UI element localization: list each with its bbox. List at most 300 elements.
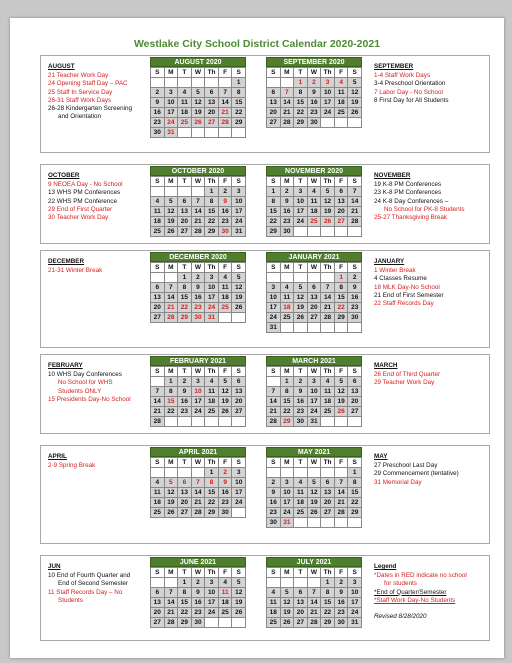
weekday-header: S (151, 263, 165, 273)
day-cell: 24 (232, 217, 246, 227)
weekday-header: F (219, 367, 233, 377)
day-cell: 20 (151, 303, 165, 313)
weekday-header: S (232, 68, 246, 78)
day-cell: 29 (178, 313, 192, 323)
day-cell: 3 (192, 377, 206, 387)
empty-cell (294, 227, 308, 237)
day-cell: 28 (281, 118, 295, 128)
day-cell: 29 (281, 417, 295, 427)
note-line: 24 Opening Staff Day – PAC (48, 80, 128, 88)
weekday-header: T (178, 568, 192, 578)
day-cell: 17 (232, 207, 246, 217)
day-cell: 29 (205, 508, 219, 518)
calendar-november-2020 (266, 166, 362, 237)
empty-cell (165, 78, 179, 88)
empty-cell (151, 187, 165, 197)
day-cell: 20 (308, 303, 322, 313)
day-cell: 27 (178, 227, 192, 237)
day-cell: 15 (335, 293, 349, 303)
day-cell: 28 (348, 217, 362, 227)
day-cell: 19 (165, 217, 179, 227)
weekday-header: Th (205, 367, 219, 377)
day-cell: 25 (219, 608, 233, 618)
day-cell: 9 (335, 588, 349, 598)
day-cell: 26 (219, 407, 233, 417)
day-cell: 18 (219, 598, 233, 608)
day-cell: 5 (281, 588, 295, 598)
weekday-header: T (178, 367, 192, 377)
day-cell: 23 (192, 303, 206, 313)
day-cell: 12 (294, 293, 308, 303)
notes-left (48, 362, 158, 404)
day-cell: 20 (151, 608, 165, 618)
weekday-header: W (192, 263, 206, 273)
day-cell: 1 (178, 273, 192, 283)
calendar-title: SEPTEMBER 2020 (266, 57, 362, 67)
day-cell: 19 (335, 397, 349, 407)
day-cell: 31 (281, 518, 295, 528)
notes-right (374, 453, 484, 487)
day-cell: 11 (205, 387, 219, 397)
calendar-title: JANUARY 2021 (266, 252, 362, 262)
weekday-header: S (151, 568, 165, 578)
day-cell: 7 (321, 283, 335, 293)
empty-cell (165, 273, 179, 283)
day-cell: 25 (308, 217, 322, 227)
empty-cell (267, 377, 281, 387)
empty-cell (232, 417, 246, 427)
day-cell: 16 (192, 598, 206, 608)
weekday-header: S (267, 177, 281, 187)
empty-cell (294, 468, 308, 478)
day-cell: 23 (151, 118, 165, 128)
calendar-title: MAY 2021 (266, 447, 362, 457)
day-cell: 3 (267, 283, 281, 293)
day-cell: 4 (205, 377, 219, 387)
day-cell: 12 (165, 207, 179, 217)
weekday-header: T (178, 177, 192, 187)
day-cell: 22 (281, 407, 295, 417)
calendar-grid (150, 457, 246, 518)
weekday-header: F (219, 68, 233, 78)
weekday-header: T (294, 263, 308, 273)
calendar-june-2021 (150, 557, 246, 628)
day-cell: 15 (178, 598, 192, 608)
day-cell: 2 (219, 187, 233, 197)
day-cell: 6 (232, 377, 246, 387)
day-cell: 15 (205, 207, 219, 217)
day-cell: 25 (281, 313, 295, 323)
day-cell: 6 (178, 478, 192, 488)
empty-cell (232, 313, 246, 323)
empty-cell (321, 518, 335, 528)
empty-cell (335, 417, 349, 427)
day-cell: 31 (232, 227, 246, 237)
day-cell: 26 (321, 217, 335, 227)
notes-heading: FEBRUARY (48, 362, 83, 369)
day-cell: 24 (294, 217, 308, 227)
day-cell: 6 (294, 588, 308, 598)
day-cell: 20 (348, 397, 362, 407)
day-cell: 11 (151, 207, 165, 217)
day-cell: 18 (321, 397, 335, 407)
note-line: 1 Winter Break (374, 267, 416, 275)
day-cell: 28 (308, 618, 322, 628)
day-cell: 24 (165, 118, 179, 128)
day-cell: 11 (151, 488, 165, 498)
weekday-header: S (348, 177, 362, 187)
day-cell: 2 (178, 377, 192, 387)
day-cell: 5 (165, 197, 179, 207)
weekday-header: F (219, 458, 233, 468)
day-cell: 12 (281, 598, 295, 608)
day-cell: 27 (178, 508, 192, 518)
day-cell: 18 (151, 498, 165, 508)
weekday-header: M (281, 367, 295, 377)
day-cell: 10 (267, 293, 281, 303)
empty-cell (308, 468, 322, 478)
weekday-header: M (165, 68, 179, 78)
day-cell: 18 (294, 498, 308, 508)
weekday-header: M (281, 177, 295, 187)
weekday-header: S (267, 263, 281, 273)
day-cell: 2 (294, 377, 308, 387)
note-line: *Staff Work Day-No Students (374, 596, 456, 604)
notes-heading: APRIL (48, 453, 67, 460)
weekday-header: M (281, 263, 295, 273)
day-cell: 6 (205, 88, 219, 98)
day-cell: 1 (294, 78, 308, 88)
day-cell: 8 (232, 88, 246, 98)
day-cell: 6 (151, 588, 165, 598)
weekday-header: S (151, 177, 165, 187)
day-cell: 8 (294, 88, 308, 98)
note-line: 21 End of First Semester (374, 291, 444, 299)
empty-cell (219, 618, 233, 628)
day-cell: 3 (281, 478, 295, 488)
day-cell: 25 (321, 407, 335, 417)
day-cell: 22 (178, 303, 192, 313)
empty-cell (232, 128, 246, 138)
day-cell: 13 (308, 293, 322, 303)
day-cell: 30 (335, 618, 349, 628)
weekday-header: S (232, 263, 246, 273)
day-cell: 14 (348, 197, 362, 207)
day-cell: 11 (178, 98, 192, 108)
day-cell: 27 (205, 118, 219, 128)
day-cell: 26 (281, 618, 295, 628)
day-cell: 15 (321, 598, 335, 608)
day-cell: 19 (192, 108, 206, 118)
day-cell: 16 (151, 108, 165, 118)
day-cell: 4 (151, 197, 165, 207)
day-cell: 2 (308, 78, 322, 88)
weekday-header: W (308, 263, 322, 273)
day-cell: 18 (281, 303, 295, 313)
note-line: 22 WHS PM Conference (48, 197, 117, 205)
notes-left (48, 258, 158, 275)
day-cell: 2 (219, 468, 233, 478)
day-cell: 4 (151, 478, 165, 488)
empty-cell (205, 618, 219, 628)
day-cell: 19 (165, 498, 179, 508)
day-cell: 1 (267, 187, 281, 197)
day-cell: 22 (232, 108, 246, 118)
day-cell: 12 (232, 283, 246, 293)
day-cell: 21 (165, 303, 179, 313)
empty-cell (165, 187, 179, 197)
empty-cell (165, 417, 179, 427)
notes-heading: MARCH (374, 362, 398, 369)
day-cell: 21 (219, 108, 233, 118)
empty-cell (192, 187, 206, 197)
note-line: 2-9 Spring Break (48, 462, 96, 470)
calendar-grid (150, 176, 246, 237)
day-cell: 15 (294, 98, 308, 108)
day-cell: 3 (205, 578, 219, 588)
day-cell: 19 (294, 303, 308, 313)
day-cell: 16 (335, 598, 349, 608)
empty-cell (335, 118, 349, 128)
day-cell: 30 (219, 508, 233, 518)
day-cell: 30 (151, 128, 165, 138)
day-cell: 22 (178, 608, 192, 618)
day-cell: 2 (281, 187, 295, 197)
empty-cell (281, 323, 295, 333)
empty-cell (205, 128, 219, 138)
note-line: *End of Quarter/Semester (374, 588, 447, 596)
calendar-title: DECEMBER 2020 (150, 252, 246, 262)
calendar-april-2021 (150, 447, 246, 518)
day-cell: 1 (281, 377, 295, 387)
day-cell: 12 (219, 387, 233, 397)
day-cell: 29 (321, 618, 335, 628)
note-line: 21-31 Winter Break (48, 267, 103, 275)
day-cell: 28 (151, 417, 165, 427)
day-cell: 30 (219, 227, 233, 237)
weekday-header: W (308, 68, 322, 78)
notes-heading: JUN (48, 563, 61, 570)
empty-cell (267, 578, 281, 588)
weekday-header: F (219, 263, 233, 273)
note-line: 27 Preschool Last Day (374, 462, 438, 470)
day-cell: 8 (281, 387, 295, 397)
day-cell: 3 (165, 88, 179, 98)
day-cell: 28 (267, 417, 281, 427)
day-cell: 3 (205, 273, 219, 283)
day-cell: 14 (219, 98, 233, 108)
calendar-january-2021 (266, 252, 362, 333)
empty-cell (219, 78, 233, 88)
day-cell: 21 (348, 207, 362, 217)
day-cell: 27 (151, 313, 165, 323)
empty-cell (348, 227, 362, 237)
day-cell: 9 (348, 283, 362, 293)
empty-cell (178, 468, 192, 478)
day-cell: 14 (192, 488, 206, 498)
empty-cell (335, 227, 349, 237)
day-cell: 31 (308, 417, 322, 427)
day-cell: 30 (267, 518, 281, 528)
day-cell: 21 (192, 217, 206, 227)
day-cell: 10 (281, 488, 295, 498)
day-cell: 10 (205, 283, 219, 293)
calendar-august-2020 (150, 57, 246, 138)
day-cell: 15 (178, 293, 192, 303)
empty-cell (151, 377, 165, 387)
day-cell: 3 (321, 78, 335, 88)
weekday-header: F (335, 568, 349, 578)
day-cell: 21 (281, 108, 295, 118)
day-cell: 20 (178, 498, 192, 508)
weekday-header: Th (205, 568, 219, 578)
calendar-title: JUNE 2021 (150, 557, 246, 567)
empty-cell (178, 78, 192, 88)
note-line: Students ONLY (58, 387, 102, 395)
day-cell: 10 (294, 197, 308, 207)
day-cell: 7 (281, 88, 295, 98)
day-cell: 2 (192, 578, 206, 588)
day-cell: 26 (165, 227, 179, 237)
calendar-title: OCTOBER 2020 (150, 166, 246, 176)
weekday-header: M (281, 458, 295, 468)
day-cell: 2 (348, 273, 362, 283)
day-cell: 14 (281, 98, 295, 108)
calendar-title: AUGUST 2020 (150, 57, 246, 67)
day-cell: 17 (294, 207, 308, 217)
day-cell: 31 (267, 323, 281, 333)
empty-cell (281, 78, 295, 88)
weekday-header: M (165, 568, 179, 578)
day-cell: 1 (348, 468, 362, 478)
weekday-header: T (294, 458, 308, 468)
empty-cell (348, 323, 362, 333)
calendar-grid (266, 457, 362, 528)
day-cell: 14 (321, 293, 335, 303)
empty-cell (308, 518, 322, 528)
calendar-october-2020 (150, 166, 246, 237)
weekday-header: W (308, 367, 322, 377)
weekday-header: T (294, 367, 308, 377)
day-cell: 13 (205, 98, 219, 108)
notes-heading: DECEMBER (48, 258, 85, 265)
day-cell: 5 (321, 187, 335, 197)
weekday-header: M (165, 177, 179, 187)
day-cell: 11 (294, 488, 308, 498)
weekday-header: S (151, 367, 165, 377)
note-line: No School for WHS (58, 379, 113, 387)
day-cell: 15 (348, 488, 362, 498)
empty-cell (294, 578, 308, 588)
day-cell: 12 (232, 588, 246, 598)
notes-right (374, 63, 484, 105)
day-cell: 8 (205, 197, 219, 207)
day-cell: 15 (165, 397, 179, 407)
day-cell: 27 (232, 407, 246, 417)
day-cell: 16 (267, 498, 281, 508)
day-cell: 12 (308, 488, 322, 498)
day-cell: 5 (308, 478, 322, 488)
day-cell: 11 (219, 283, 233, 293)
day-cell: 21 (335, 498, 349, 508)
day-cell: 24 (232, 498, 246, 508)
day-cell: 15 (281, 397, 295, 407)
day-cell: 24 (348, 608, 362, 618)
day-cell: 18 (205, 397, 219, 407)
day-cell: 12 (192, 98, 206, 108)
note-line: Revised 8/28/2020 (374, 613, 427, 621)
day-cell: 5 (294, 283, 308, 293)
day-cell: 8 (165, 387, 179, 397)
day-cell: 23 (348, 303, 362, 313)
notes-heading: NOVEMBER (374, 172, 411, 179)
day-cell: 13 (267, 98, 281, 108)
day-cell: 13 (321, 488, 335, 498)
weekday-header: S (267, 458, 281, 468)
day-cell: 5 (335, 377, 349, 387)
day-cell: 27 (294, 618, 308, 628)
day-cell: 18 (219, 293, 233, 303)
day-cell: 8 (267, 197, 281, 207)
day-cell: 8 (321, 588, 335, 598)
empty-cell (232, 508, 246, 518)
empty-cell (151, 273, 165, 283)
day-cell: 27 (321, 508, 335, 518)
day-cell: 3 (308, 377, 322, 387)
day-cell: 28 (335, 508, 349, 518)
day-cell: 2 (335, 578, 349, 588)
day-cell: 12 (321, 197, 335, 207)
calendar-grid (266, 567, 362, 628)
calendar-sheet (10, 18, 504, 658)
weekday-header: T (178, 68, 192, 78)
day-cell: 30 (192, 313, 206, 323)
empty-cell (321, 227, 335, 237)
day-cell: 17 (232, 488, 246, 498)
note-line: 23 K-8 PM Conferences (374, 189, 442, 197)
day-cell: 23 (308, 108, 322, 118)
empty-cell (165, 578, 179, 588)
day-cell: 20 (294, 608, 308, 618)
weekday-header: S (232, 568, 246, 578)
weekday-header: W (192, 458, 206, 468)
note-line: 1-4 Staff Work Days (374, 72, 431, 80)
day-cell: 7 (219, 88, 233, 98)
day-cell: 7 (267, 387, 281, 397)
day-cell: 1 (178, 578, 192, 588)
notes-right (374, 258, 484, 308)
empty-cell (348, 118, 362, 128)
day-cell: 30 (308, 118, 322, 128)
day-cell: 2 (192, 273, 206, 283)
day-cell: 5 (165, 478, 179, 488)
day-cell: 30 (192, 618, 206, 628)
notes-heading: SEPTEMBER (374, 63, 414, 70)
day-cell: 4 (321, 377, 335, 387)
calendar-grid (150, 366, 246, 427)
weekday-header: S (348, 568, 362, 578)
day-cell: 15 (205, 488, 219, 498)
day-cell: 9 (151, 98, 165, 108)
day-cell: 16 (281, 207, 295, 217)
day-cell: 14 (267, 397, 281, 407)
day-cell: 19 (219, 397, 233, 407)
empty-cell (308, 227, 322, 237)
day-cell: 13 (335, 197, 349, 207)
weekday-header: Th (205, 263, 219, 273)
empty-cell (205, 417, 219, 427)
calendar-september-2020 (266, 57, 362, 128)
